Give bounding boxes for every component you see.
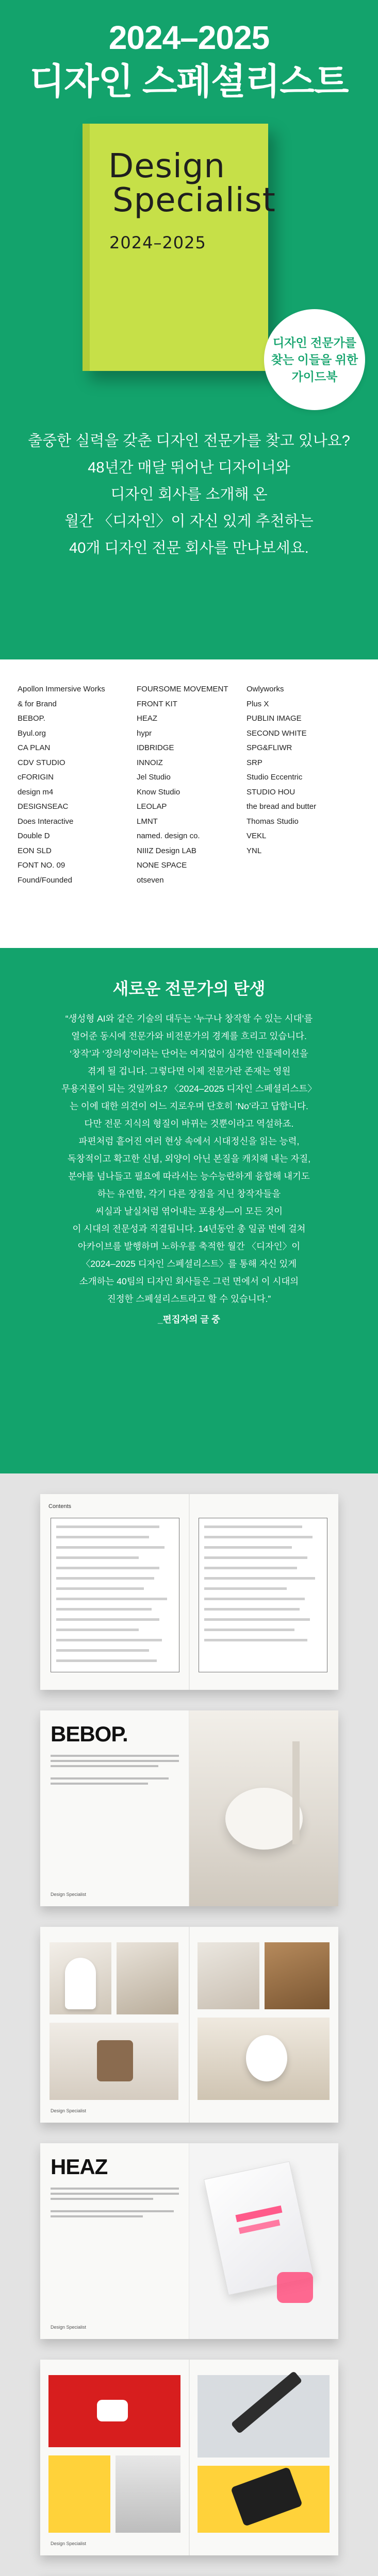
essay-line: 무용지물이 되는 것일까요? 〈2024–2025 디자인 스페셜리스트〉 (61, 1083, 317, 1094)
essay-line: ‘창작’과 ‘장의성’이라는 단어는 여지없이 심각한 인플레이션을 (70, 1048, 308, 1059)
text-line (51, 2210, 174, 2212)
speaker-photo (65, 1958, 96, 2009)
studio-name: STUDIO HOU (246, 787, 295, 796)
studio-name: INNOIZ (137, 758, 163, 767)
studio-name: HEAZ (137, 714, 158, 723)
essay-line: 아카이브를 발행하며 노하우를 축적한 월간 〈디자인〉이 (77, 1241, 301, 1251)
studio-name: the bread and butter (246, 802, 317, 811)
studio-name: design m4 (18, 787, 54, 796)
hero-intro (0, 428, 378, 562)
toc-line (56, 1659, 157, 1662)
essay-line: 하는 유연함, 각기 다른 장점을 지닌 창작자들을 (97, 1189, 281, 1199)
essay-line: 소개하는 40팀의 디자인 회사들은 그런 면에서 이 시대의 (79, 1276, 299, 1286)
guidebook-badge (264, 309, 365, 410)
text-line (51, 1755, 179, 1757)
pink-object-photo (277, 2272, 313, 2303)
intro-line: 48년간 매달 뛰어난 디자이너와 (88, 460, 290, 476)
toc-line (56, 1618, 159, 1621)
studio-name: Thomas Studio (246, 817, 299, 826)
hero-title-years: 2024–2025 (108, 19, 270, 56)
studio-list-section (0, 659, 378, 948)
book-cover (83, 124, 276, 371)
studio-brand-title: BEBOP. (51, 1722, 128, 1746)
studio-name: DESIGNSEAC (18, 802, 69, 811)
essay-line: 씨실과 날실처럼 엮어내는 포용성—이 모든 것이 (95, 1206, 283, 1216)
studio-name: VEKL (246, 832, 267, 840)
toc-title: Contents (48, 1503, 72, 1510)
hero-title-name: 디자인 스페셜리스트 (29, 61, 349, 101)
studio-name: LEOLAP (137, 802, 167, 811)
intro-line: 디자인 회사를 소개해 온 (110, 486, 268, 503)
studio-column-3 (246, 682, 356, 888)
editor-essay-section (0, 948, 378, 1473)
toc-line (56, 1536, 149, 1538)
book-title (108, 149, 276, 217)
essay-body (0, 1010, 378, 1328)
toc-line (56, 1587, 144, 1590)
page-footer: Design Specialist (51, 2325, 87, 2330)
product-photo (117, 1942, 178, 2014)
product-photo (198, 2375, 330, 2458)
spread-products (40, 1927, 338, 2123)
toc-line (56, 1639, 162, 1641)
toc-line (204, 1587, 287, 1590)
badge-line: 디자인 전문가를 (273, 335, 356, 349)
spread-contents (40, 1494, 338, 1690)
essay-line: 는 이에 대한 의견이 어느 지로우며 단호히 ‘No’라고 답합니다. (70, 1101, 308, 1111)
toc-line (56, 1577, 154, 1580)
text-line (51, 1765, 158, 1767)
book-title-line2: Specialist (112, 181, 276, 219)
spread-left-page (40, 1710, 189, 1906)
studio-columns (18, 682, 368, 888)
spread-left-page (40, 1927, 189, 2123)
toc-line (204, 1639, 307, 1641)
intro-line: 40개 디자인 전문 회사를 만나보세요. (69, 540, 309, 556)
studio-name: Apollon Immersive Works (18, 685, 105, 693)
studio-name: Plus X (246, 699, 269, 708)
intro-line: 출중한 실력을 갖춘 디자인 전문가를 찾고 있나요? (28, 433, 350, 449)
toc-line (204, 1567, 297, 1569)
text-line (51, 2215, 143, 2217)
text-line (51, 1760, 179, 1762)
essay-line: 열어준 동시에 전문가와 비전문가의 경계를 흐리고 있습니다. (71, 1031, 307, 1041)
page-footer: Design Specialist (51, 1892, 87, 1897)
essay-author: _편집자의 글 중 (158, 1314, 220, 1325)
toc-line (204, 1598, 305, 1600)
studio-name: cFORIGIN (18, 773, 54, 782)
studio-name: named. design co. (137, 832, 200, 840)
studio-name: SRP (246, 758, 262, 767)
studio-name: NONE SPACE (137, 861, 187, 870)
toc-line (204, 1629, 294, 1631)
toc-line (56, 1556, 139, 1559)
spread-left-page (40, 1494, 189, 1690)
essay-line: 이 시대의 전문성과 직결됩니다. 14년동안 총 일곱 번에 걸쳐 (72, 1224, 306, 1234)
yellow-device-photo (48, 2455, 110, 2533)
studio-name: Studio Eccentric (246, 773, 303, 782)
studio-name: FONT NO. 09 (18, 861, 65, 870)
toc-line (56, 1598, 167, 1600)
studio-name: NIIIZ Design LAB (137, 846, 196, 855)
studio-name: SECOND WHITE (246, 728, 307, 738)
spread-right-page (189, 1927, 338, 2123)
toc-line (204, 1526, 302, 1528)
spread-tech-products (40, 2360, 338, 2555)
badge-line: 찾는 이들을 위한 (271, 352, 358, 366)
studio-name: FRONT KIT (137, 699, 177, 708)
essay-line: 다만 전문 지식의 형질이 바뀌는 것뿐이라고 역설하죠. (84, 1118, 294, 1129)
toc-line (204, 1608, 300, 1611)
studio-name: Double D (18, 832, 50, 840)
toc-line (56, 1546, 165, 1549)
studio-name: BEBOP. (18, 714, 45, 723)
spread-bebop (40, 1710, 338, 1906)
spread-left-page (40, 2143, 189, 2339)
text-line (51, 2198, 153, 2200)
toc-line (56, 1649, 149, 1652)
toc-line (204, 1546, 292, 1549)
studio-name: & for Brand (18, 699, 57, 708)
essay-line: 독창적이고 확고한 신념, 외양이 아닌 본질을 캐치해 내는 자질, (67, 1154, 311, 1164)
page-footer: Design Specialist (51, 2108, 87, 2113)
book-title-line1: Design (108, 147, 225, 185)
studio-name: otseven (137, 875, 164, 885)
studio-name: YNL (246, 846, 262, 855)
studio-name: LMNT (137, 817, 158, 826)
essay-line: “생성형 AI와 같은 기술의 대두는 ‘누구나 창작할 수 있는 시대’를 (65, 1013, 313, 1024)
studio-name: SPG&FLIWR (246, 743, 292, 752)
spread-right-page (189, 1710, 338, 1906)
object-photo (97, 2040, 133, 2081)
essay-line: 진정한 스페셜리스트라고 할 수 있습니다.” (107, 1294, 271, 1304)
studio-name: Found/Founded (18, 875, 72, 885)
intro-line: 월간 〈디자인〉이 자신 있게 추천하는 (64, 513, 314, 530)
spread-right-page (189, 1494, 338, 1690)
spread-left-page (40, 2360, 189, 2555)
essay-line: 파편처럼 흩어진 여러 현상 속에서 시대정신을 읽는 능력, (78, 1136, 300, 1146)
studio-name: Know Studio (137, 787, 180, 796)
studio-name: CDV STUDIO (18, 758, 65, 767)
book-spreads-section (0, 1473, 378, 2576)
product-photo (198, 1942, 259, 2009)
essay-line: 겪게 될 겁니다. 그렇다면 이제 전문가란 존재는 영원 (87, 1066, 291, 1076)
hero-section (0, 0, 378, 659)
text-line (51, 2193, 179, 2195)
object-photo (246, 2035, 287, 2081)
toc-line (204, 1577, 315, 1580)
book-spine (83, 124, 90, 371)
studio-name: IDBRIDGE (137, 743, 174, 752)
studio-name: Jel Studio (137, 773, 171, 782)
toc-line (56, 1526, 159, 1528)
pillar-photo (292, 1741, 300, 1844)
product-photo (265, 1942, 330, 2009)
studio-name: Owlyworks (246, 685, 284, 693)
studio-column-2 (137, 682, 246, 888)
essay-line: 분야를 넘나들고 필요에 따라서는 능수능란하게 융합해 내기도 (68, 1171, 310, 1181)
toc-line (204, 1556, 307, 1559)
play-button-photo (97, 2400, 128, 2421)
toc-line (56, 1629, 139, 1631)
toc-table (51, 1518, 179, 1672)
book-years: 2024–2025 (109, 233, 206, 252)
text-line (51, 1783, 148, 1785)
page-footer: Design Specialist (51, 2541, 87, 2546)
lamp-object-photo (225, 1788, 303, 1850)
toc-line (56, 1608, 152, 1611)
badge-line: 가이드북 (291, 369, 338, 383)
essay-heading: 새로운 전문가의 탄생 (112, 979, 266, 998)
spread-right-page (189, 2360, 338, 2555)
toc-table (199, 1518, 327, 1672)
studio-name: FOURSOME MOVEMENT (137, 685, 228, 693)
studio-brand-title: HEAZ (51, 2155, 108, 2179)
studio-name: EON SLD (18, 846, 52, 855)
essay-line: 〈2024–2025 디자인 스페셜리스트〉를 통해 자신 있게 (81, 1259, 297, 1269)
toc-line (204, 1618, 310, 1621)
spread-heaz (40, 2143, 338, 2339)
studio-name: CA PLAN (18, 743, 51, 752)
device-photo (116, 2455, 180, 2533)
toc-line (56, 1567, 159, 1569)
studio-name: PUBLIN IMAGE (246, 714, 302, 723)
spread-right-page (189, 2143, 338, 2339)
text-line (51, 1777, 169, 1780)
hero-title (0, 20, 378, 103)
studio-column-1 (18, 682, 127, 888)
studio-name: hypr (137, 728, 152, 738)
toc-line (204, 1536, 313, 1538)
text-line (51, 2188, 179, 2190)
studio-name: Does Interactive (18, 817, 74, 826)
studio-name: Byul.org (18, 728, 46, 738)
